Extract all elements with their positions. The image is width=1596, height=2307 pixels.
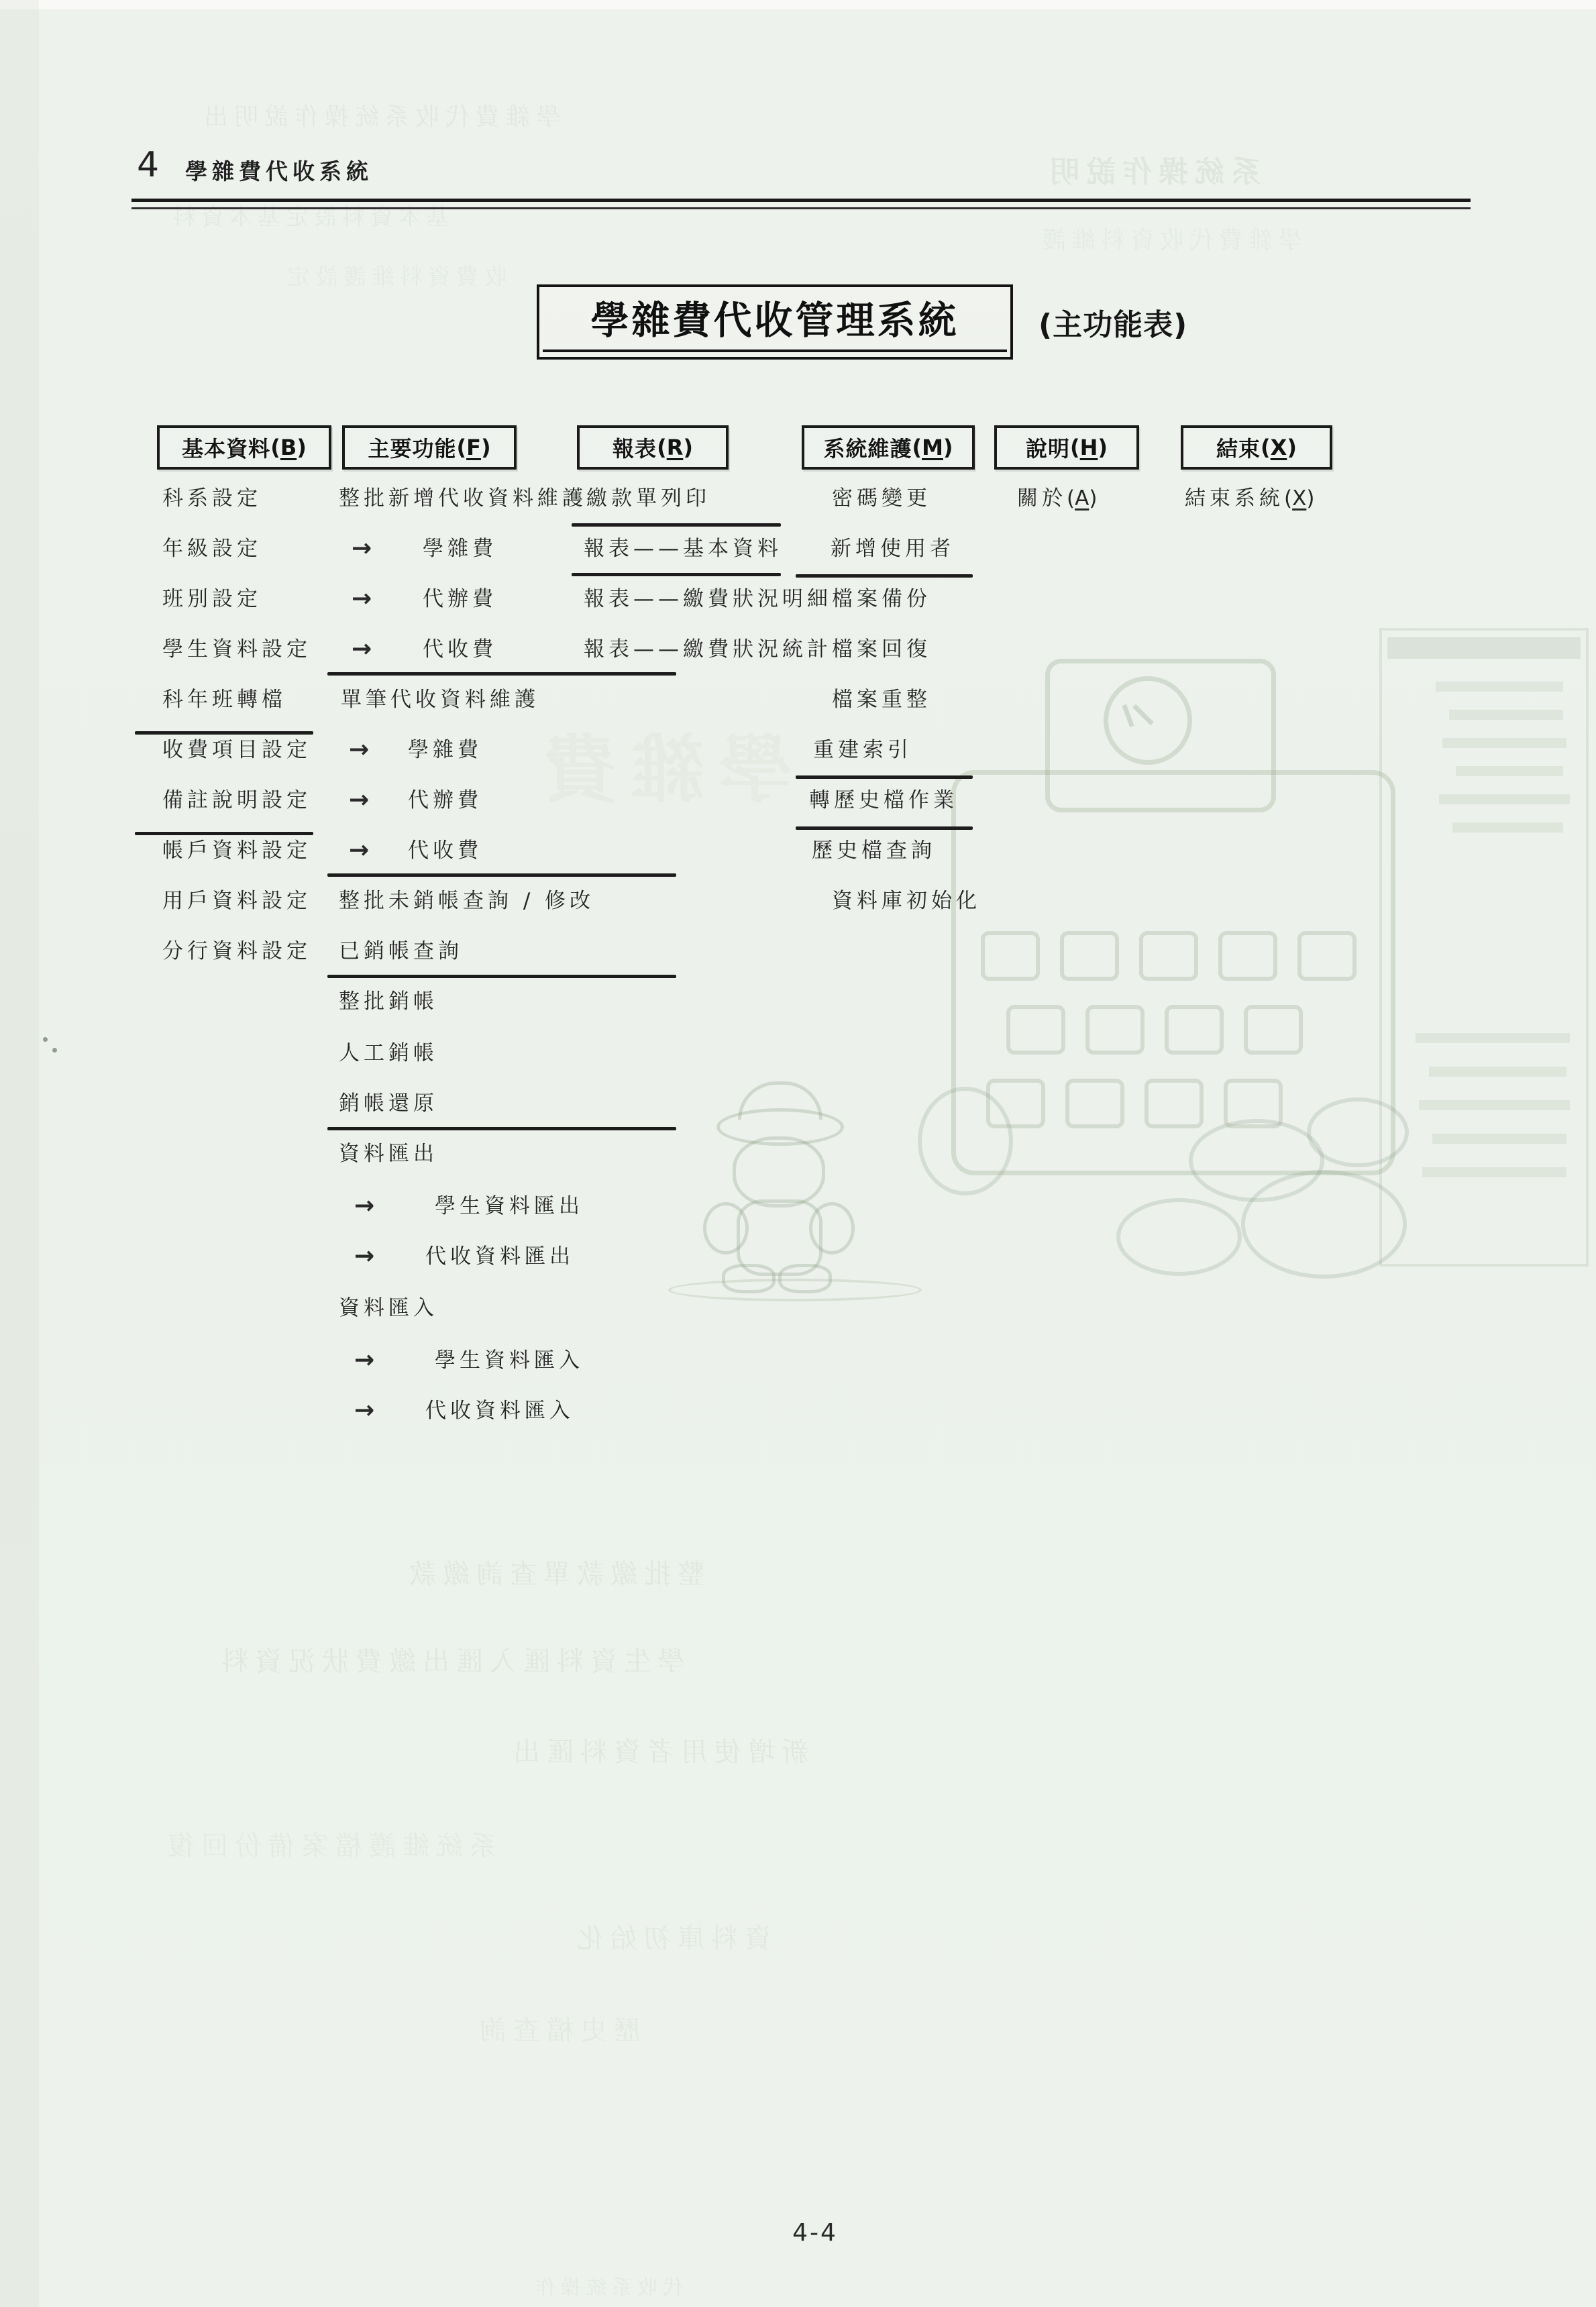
menu-item: 代收資料匯出 <box>425 1244 574 1269</box>
menu-separator <box>327 873 676 877</box>
menu-header-help: 說明 ( H ) <box>994 425 1139 470</box>
menu-item: 學雜費 <box>423 537 497 561</box>
arrow-icon: → <box>354 1242 379 1270</box>
bleedthrough-window <box>1006 1005 1065 1055</box>
menu-item: 科系設定 <box>162 486 262 511</box>
menu-item: 班別設定 <box>162 587 262 611</box>
menu-item: 整批新增代收資料維護 <box>339 486 587 511</box>
bleedthrough-cloud <box>1116 1198 1242 1276</box>
bleedthrough-text: 學生資料匯入匯出繳費狀況資料 <box>215 1646 684 1677</box>
arrow-icon: → <box>354 1346 379 1374</box>
bleedthrough-cloud <box>1307 1097 1409 1167</box>
menu-item: 學生資料設定 <box>162 637 311 661</box>
bleedthrough-clock-hand <box>1122 704 1134 727</box>
menu-item: 學雜費 <box>408 738 482 762</box>
menu-separator <box>327 975 676 978</box>
menu-item: 分行資料設定 <box>162 939 311 963</box>
bleedthrough-figure-arm <box>809 1202 855 1254</box>
bleedthrough-text: 資料庫初始化 <box>570 1923 772 1954</box>
menu-item: 帳戶資料設定 <box>162 839 311 863</box>
bleedthrough-text: 收費資料維護設定 <box>282 264 507 290</box>
menu-item: 資料匯入 <box>339 1296 438 1320</box>
bleedthrough-text: 系統維護檔案備份回復 <box>161 1831 496 1862</box>
menu-item: 整批未銷帳查詢 / 修改 <box>339 889 595 913</box>
main-title: 學雜費代收管理系統 <box>590 299 959 343</box>
bleedthrough-text: 系統操作說明 <box>1043 155 1261 189</box>
header-rule-thick <box>131 199 1471 202</box>
bleedthrough-text: 學雜費代收資料維護 <box>1036 227 1303 254</box>
menu-item: 報表——繳費狀況明細 <box>584 587 832 611</box>
bleedthrough-clock <box>1104 676 1192 765</box>
menu-header-main-functions: 主要功能 ( F ) <box>342 425 517 470</box>
menu-item: 整批銷帳 <box>339 989 438 1014</box>
menu-separator <box>796 775 973 779</box>
menu-item: 學生資料匯出 <box>435 1194 584 1218</box>
bleedthrough-screen-panel <box>1379 628 1589 1267</box>
menu-item: 報表——繳費狀況統計 <box>584 637 832 661</box>
bleedthrough-ground <box>668 1279 922 1301</box>
bleedthrough-cloud <box>1241 1170 1407 1279</box>
menu-header-system-maintenance: 系統維護 ( M ) <box>802 425 975 470</box>
menu-item: 檔案回復 <box>832 637 931 661</box>
menu-separator <box>572 523 781 527</box>
menu-item: 繳款單列印 <box>586 486 710 511</box>
menu-item: 代辦費 <box>408 788 482 812</box>
bleedthrough-window <box>1145 1079 1204 1128</box>
menu-item: 報表——基本資料 <box>584 537 782 561</box>
stray-mark <box>52 1048 57 1053</box>
main-title-box <box>537 284 1013 360</box>
menu-item: 科年班轉檔 <box>162 688 286 712</box>
bleedthrough-window <box>1218 931 1277 981</box>
arrow-icon: → <box>352 585 376 612</box>
header-rule-thin <box>131 207 1471 209</box>
menu-item: 代收資料匯入 <box>425 1399 574 1423</box>
bleedthrough-text: 基本資料設定基本資料 <box>168 204 449 231</box>
menu-item: 新增使用者 <box>831 537 955 561</box>
bleedthrough-figure-head <box>733 1136 825 1208</box>
bleedthrough-window <box>1165 1005 1224 1055</box>
menu-item: 年級設定 <box>162 537 262 561</box>
menu-header-reports: 報表 ( R ) <box>577 425 729 470</box>
menu-item: 重建索引 <box>813 738 912 762</box>
bleedthrough-window <box>1060 931 1119 981</box>
menu-item: 轉歷史檔作業 <box>809 788 958 812</box>
chapter-number: 4 <box>137 145 160 185</box>
menu-item: 結束系統(X) <box>1185 486 1315 511</box>
menu-item: 代收費 <box>408 839 482 863</box>
bleedthrough-figure-hat-top <box>738 1081 822 1120</box>
bleedthrough-window <box>1297 931 1356 981</box>
bleedthrough-figure-shoe <box>722 1264 776 1293</box>
bleedthrough-window <box>1224 1079 1283 1128</box>
bleedthrough-text: 學雜費 <box>530 727 792 813</box>
bleedthrough-window <box>1085 1005 1145 1055</box>
arrow-icon: → <box>352 535 376 562</box>
chapter-title: 學雜費代收系統 <box>185 158 373 184</box>
bleedthrough-screen-titlebar <box>1387 637 1581 659</box>
bleedthrough-window <box>981 931 1040 981</box>
menu-item: 代收費 <box>423 637 497 661</box>
bleedthrough-cloud <box>1189 1119 1324 1202</box>
menu-item: 備註說明設定 <box>162 788 311 812</box>
menu-separator <box>796 574 973 578</box>
menu-item: 收費項目設定 <box>162 738 311 762</box>
stray-mark <box>43 1037 48 1042</box>
menu-separator <box>327 672 676 676</box>
arrow-icon: → <box>352 635 376 663</box>
menu-item: 歷史檔查詢 <box>812 839 936 863</box>
menu-separator <box>135 832 313 835</box>
menu-header-exit: 結束 ( X ) <box>1181 425 1332 470</box>
bleedthrough-cloud <box>918 1087 1013 1195</box>
arrow-icon: → <box>354 1397 379 1424</box>
menu-item: 學生資料匯入 <box>435 1348 584 1373</box>
menu-item: 檔案備份 <box>832 587 931 611</box>
menu-item: 密碼變更 <box>832 486 931 511</box>
bleedthrough-window <box>1139 931 1198 981</box>
bleedthrough-figure-shoe <box>778 1264 832 1293</box>
menu-item: 資料庫初始化 <box>832 889 981 913</box>
page-number: 4-4 <box>792 2219 838 2247</box>
scan-edge-top <box>0 0 1596 9</box>
menu-item: 人工銷帳 <box>339 1041 438 1065</box>
bleedthrough-building-body <box>951 770 1395 1175</box>
bleedthrough-clock-hand <box>1132 704 1154 726</box>
menu-item: 用戶資料設定 <box>162 889 311 913</box>
bleedthrough-figure-hat <box>716 1108 844 1146</box>
menu-item: 代辦費 <box>423 587 497 611</box>
menu-item: 資料匯出 <box>339 1142 438 1166</box>
main-title-suffix: (主功能表) <box>1039 308 1188 342</box>
bleedthrough-text: 新增使用者資料匯出 <box>507 1737 808 1768</box>
bleedthrough-text: 整批繳款單查詢繳款 <box>403 1559 704 1590</box>
bleedthrough-figure-body <box>737 1199 822 1276</box>
arrow-icon: → <box>349 786 374 814</box>
bleedthrough-building-tower <box>1045 659 1276 812</box>
bleedthrough-figure-arm <box>703 1202 749 1254</box>
menu-separator <box>796 826 973 830</box>
menu-item: 關於(A) <box>1017 486 1098 511</box>
arrow-icon: → <box>349 736 374 763</box>
menu-item: 檔案重整 <box>832 688 931 712</box>
scan-edge-left <box>0 0 39 2307</box>
menu-item: 銷帳還原 <box>339 1091 438 1116</box>
menu-header-basic-data: 基本資料 ( B ) <box>157 425 331 470</box>
bleedthrough-text: 歷史檔查詢 <box>473 2015 641 2046</box>
menu-item: 已銷帳查詢 <box>339 939 463 963</box>
bleedthrough-text: 學雜費代收系統操作說明出 <box>198 103 561 131</box>
menu-separator <box>327 1127 676 1130</box>
arrow-icon: → <box>349 837 374 864</box>
bleedthrough-window <box>986 1079 1045 1128</box>
bleedthrough-text: 代收系統操作 <box>530 2276 683 2300</box>
bleedthrough-window <box>1244 1005 1303 1055</box>
menu-separator <box>572 573 781 576</box>
menu-separator <box>135 731 313 735</box>
bleedthrough-window <box>1065 1079 1124 1128</box>
arrow-icon: → <box>354 1192 379 1220</box>
menu-item: 單筆代收資料維護 <box>341 688 539 712</box>
